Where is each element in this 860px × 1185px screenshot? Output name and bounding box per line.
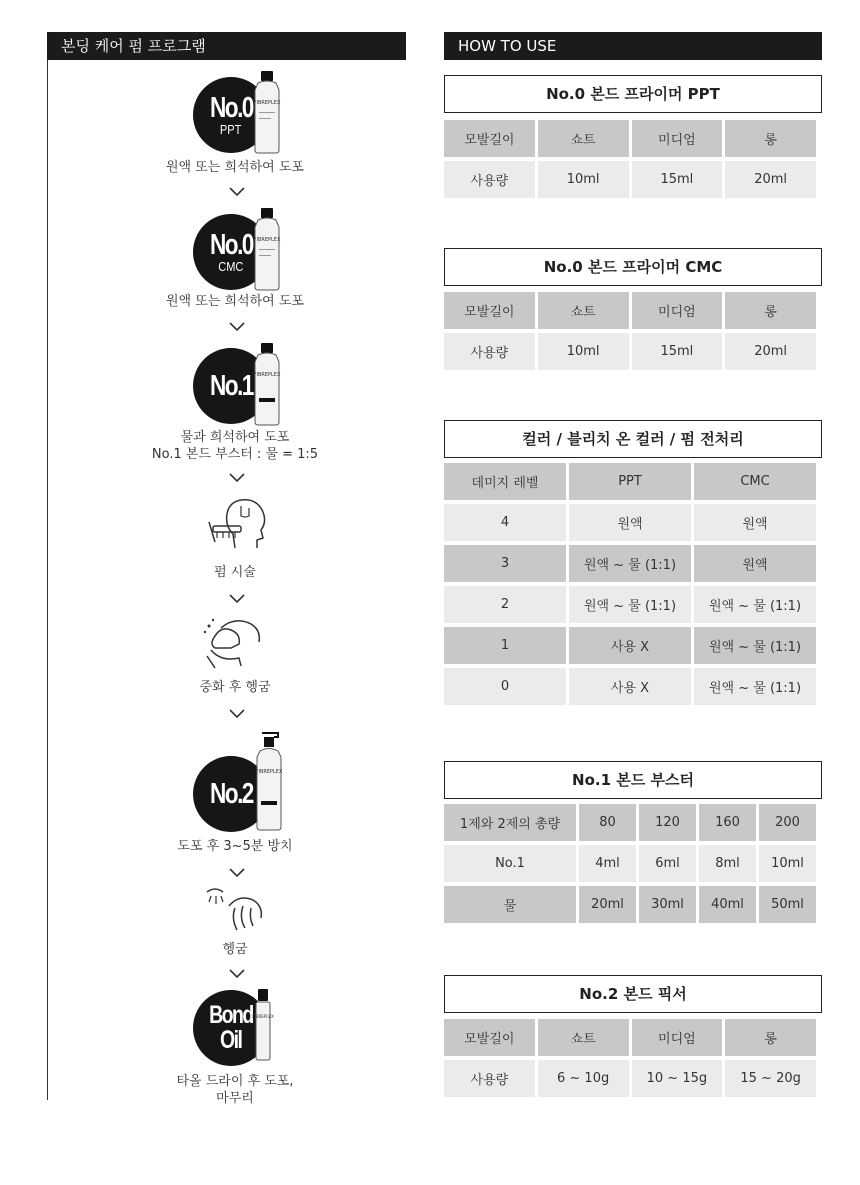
table-cell: 200 [759, 804, 816, 841]
badge-subtext: CMC [218, 258, 244, 274]
step-neutralize [90, 679, 380, 696]
table-cell: PPT [569, 463, 691, 500]
table-row [444, 886, 816, 923]
left-section-title: 본딩 케어 펌 프로그램 [47, 32, 406, 60]
table-cell: 원액 [569, 504, 691, 541]
table-cell: 사용량 [444, 1060, 535, 1097]
table-row [444, 292, 816, 329]
table-cell: 쇼트 [538, 120, 629, 157]
chevron-down-icon [228, 968, 246, 980]
table-cell: CMC [694, 463, 816, 500]
table-cell: 원액 ~ 물 (1:1) [694, 668, 816, 705]
badge-text: Bond [209, 1001, 253, 1029]
pump-bottle-icon [252, 731, 286, 831]
table-pretreatment [441, 459, 819, 709]
table-cell: 15ml [632, 161, 723, 198]
table-cell: 20ml [579, 886, 636, 923]
table-cell: 모발길이 [444, 1019, 535, 1056]
table-cell: 6ml [639, 845, 696, 882]
table-cell: 4 [444, 504, 566, 541]
table-cell: 120 [639, 804, 696, 841]
left-divider-line [47, 60, 48, 1100]
table-cell: 롱 [725, 292, 816, 329]
chevron-down-icon [228, 593, 246, 605]
table-cell: 160 [699, 804, 756, 841]
table-cell: 20ml [725, 333, 816, 370]
table-cell: 미디엄 [632, 1019, 723, 1056]
table-cell: 8ml [699, 845, 756, 882]
table-cell: 80 [579, 804, 636, 841]
table-cell: 롱 [725, 1019, 816, 1056]
table-cell: 원액 [694, 504, 816, 541]
table-cell: 20ml [725, 161, 816, 198]
table-cell: 사용량 [444, 333, 535, 370]
table-cell: 물 [444, 886, 576, 923]
table-cell: 모발길이 [444, 120, 535, 157]
table-cell: 3 [444, 545, 566, 582]
step-caption: 원액 또는 희석하여 도포 [166, 160, 304, 175]
table-cell: 모발길이 [444, 292, 535, 329]
table-row [444, 1019, 816, 1056]
table-row [444, 545, 816, 582]
step-no0-ppt [90, 159, 380, 176]
step-bond-oil [90, 1073, 380, 1107]
table-cell: 원액 ~ 물 (1:1) [694, 627, 816, 664]
table-cell: 15 ~ 20g [725, 1060, 816, 1097]
table-row [444, 586, 816, 623]
table-cell: 30ml [639, 886, 696, 923]
chevron-down-icon [228, 186, 246, 198]
table-no0-ppt [441, 116, 819, 202]
oil-bottle-icon [252, 988, 274, 1062]
table-cell: 6 ~ 10g [538, 1060, 629, 1097]
table-cell: 10 ~ 15g [632, 1060, 723, 1097]
svg-text:FIBREPLEX: FIBREPLEX [253, 100, 281, 106]
bottle-icon [252, 70, 282, 154]
step-caption: 타올 드라이 후 도포, 마무리 [176, 1074, 294, 1106]
table-cell: 10ml [759, 845, 816, 882]
step-no2 [90, 838, 380, 855]
step-no0-cmc [90, 293, 380, 310]
table-cell: 쇼트 [538, 292, 629, 329]
chevron-down-icon [228, 708, 246, 720]
table-cell: 50ml [759, 886, 816, 923]
table-cell: 사용량 [444, 161, 535, 198]
right-section-title: HOW TO USE [444, 32, 822, 60]
table-cell: No.1 [444, 845, 576, 882]
section-title-no2-fixer: No.2 본드 픽서 [444, 975, 822, 1013]
table-row [444, 1060, 816, 1097]
step-caption: 헹굼 [222, 942, 248, 957]
chevron-down-icon [228, 867, 246, 879]
table-row [444, 120, 816, 157]
table-row [444, 504, 816, 541]
badge-text: No.2 [209, 778, 253, 810]
table-row [444, 668, 816, 705]
step-caption: 도포 후 3~5분 방치 [177, 839, 293, 854]
chevron-down-icon [228, 472, 246, 484]
badge-subtext: PPT [220, 121, 242, 137]
chevron-down-icon [228, 321, 246, 333]
table-no1-booster [441, 800, 819, 927]
svg-text:FIBREPLEX: FIBREPLEX [255, 769, 283, 775]
svg-text:FIBREPLEX: FIBREPLEX [253, 372, 281, 378]
table-cell: 40ml [699, 886, 756, 923]
table-cell: 쇼트 [538, 1019, 629, 1056]
table-cell: 미디엄 [632, 120, 723, 157]
table-cell: 2 [444, 586, 566, 623]
table-cell: 0 [444, 668, 566, 705]
step-rinse [90, 941, 380, 958]
table-cell: 10ml [538, 161, 629, 198]
section-title-no1-booster: No.1 본드 부스터 [444, 761, 822, 799]
shower-rinse-icon [205, 886, 267, 934]
step-caption: 원액 또는 희석하여 도포 [166, 294, 304, 309]
table-row [444, 333, 816, 370]
table-cell: 원액 ~ 물 (1:1) [569, 586, 691, 623]
table-row [444, 627, 816, 664]
step-no1 [90, 429, 380, 463]
table-cell: 롱 [725, 120, 816, 157]
badge-text: No.0 [209, 91, 253, 124]
badge-text: No.0 [209, 228, 253, 261]
section-title-no0-cmc: No.0 본드 프라이머 CMC [444, 248, 822, 286]
badge-text: No.1 [209, 370, 253, 402]
svg-text:FIBREPLEX: FIBREPLEX [252, 1014, 274, 1019]
bottle-icon [252, 207, 282, 291]
section-title-pretreatment: 컬러 / 블리치 온 컬러 / 펌 전처리 [444, 420, 822, 458]
table-no0-cmc [441, 288, 819, 374]
table-cell: 원액 ~ 물 (1:1) [694, 586, 816, 623]
table-cell: 데미지 레벨 [444, 463, 566, 500]
table-cell: 사용 X [569, 627, 691, 664]
perm-head-icon [207, 496, 269, 552]
svg-text:FIBREPLEX: FIBREPLEX [253, 237, 281, 243]
table-no2-fixer [441, 1015, 819, 1101]
table-row [444, 161, 816, 198]
step-caption: 펌 시술 [214, 565, 256, 580]
table-cell: 원액 [694, 545, 816, 582]
table-cell: 1제와 2제의 총량 [444, 804, 576, 841]
table-cell: 10ml [538, 333, 629, 370]
table-row [444, 463, 816, 500]
section-title-no0-ppt: No.0 본드 프라이머 PPT [444, 75, 822, 113]
table-cell: 원액 ~ 물 (1:1) [569, 545, 691, 582]
table-cell: 사용 X [569, 668, 691, 705]
table-cell: 15ml [632, 333, 723, 370]
badge-text-2: Oil [220, 1026, 242, 1054]
rinse-hands-icon [201, 614, 265, 672]
table-cell: 미디엄 [632, 292, 723, 329]
table-row [444, 804, 816, 841]
step-perm [90, 564, 380, 581]
table-cell: 4ml [579, 845, 636, 882]
bottle-icon [252, 342, 282, 426]
table-cell: 1 [444, 627, 566, 664]
step-caption: 물과 희석하여 도포 No.1 본드 부스터 : 물 = 1:5 [151, 430, 319, 462]
table-row [444, 845, 816, 882]
step-caption: 중화 후 헹굼 [199, 680, 271, 695]
